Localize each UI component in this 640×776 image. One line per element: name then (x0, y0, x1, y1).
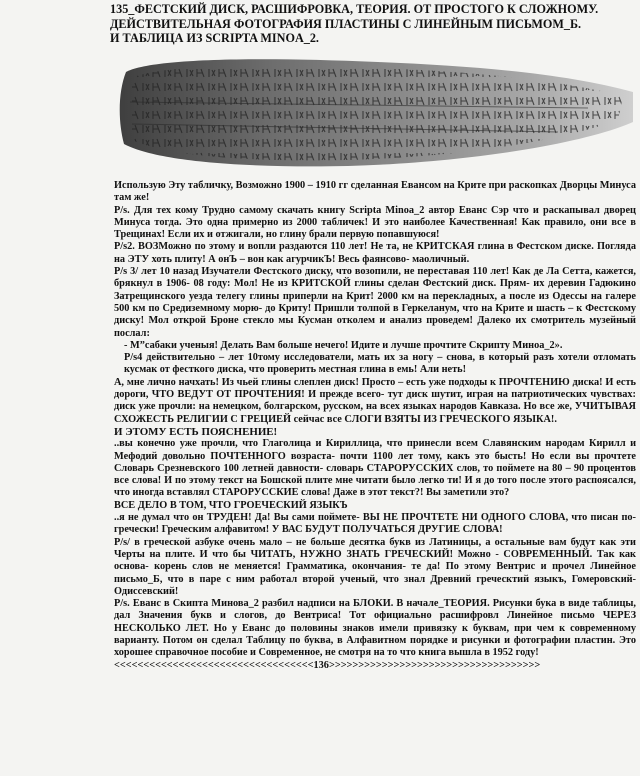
document-header (110, 2, 635, 46)
header-line-2: ДЕЙСТВИТЕЛЬНАЯ ФОТОГРАФИЯ ПЛАСТИНЫ С ЛИНЕЙНЫМ ПИСЬМОМ_Б. (110, 16, 582, 31)
paragraph: ВСЕ ДЕЛО В ТОМ, ЧТО ГРОЕЧЕСКИЙ ЯЗЫКЪ (114, 499, 348, 511)
paragraph: А, мне лично начхать! Из чьей глины слеплен диск! Просто – есть уже подходы к ПРОЧТЕНИЮ диска! И есть дороги, ЧТО ВЕДУТ ОТ ПРОЧТЕНИЯ! И прежде всего- тут диск шутит, играя на патриотических чувствах: диск уже прочли: на немецком, болгарском, русском, на всех языках народов Кавказа. Но все же, УЧИТЫВАЯ СХОЖЕСТЬ РЕЛИГИИ С ГРЕЦИЕЙ сейчас все СЛОГИ ВЗЯТЫ ИЗ ГРЕЧЕСКОГО ЯЗЫКА!. (114, 376, 636, 425)
page-number: 136 (313, 659, 329, 671)
footer-arrows-right: >>>>>>>>>>>>>>>>>>>>>>>>>>>>>>>>>>>> (328, 659, 541, 671)
paragraph: P/s/ в греческой азбуке очень мало – не больше десятка букв из Латиницы, а остальные вам будут как эти Черты на плите. И что бы ЧИТАТЬ, НУЖНО ЗНАТЬ ГРЕЧЕСКИЙ! Можно - СОВРЕМЕННЫЙ. Так как основа- корень слов не меняется! Грамматика, окончания- те да! По этому Вентрис и прочел Линейное письмо_Б, что в паре с ним работал второй ученый, что знал Древний греческтий языкъ, Гомеровский- Одиссевский! (114, 536, 636, 597)
paragraph: - М”сабаки ученыя! Делать Вам больше нечего! Идите и лучше прочтите Скрипту Миноа_2». (124, 339, 563, 351)
paragraph: P/s2. ВОЗМожно по этому и вопли раздаются 110 лет! Не та, не КРИТСКАЯ глина в Фестском диске. Погляда на ЭТУ хоть плиту! А онЪ – вон как агурчикЪ! Весь фаянсово- маоличный. (114, 241, 636, 265)
header-line-1: 135_ФЕСТСКИЙ ДИСК, РАСШИФРОВКА, ТЕОРИЯ. ОТ ПРОСТОГО К СЛОЖНОМУ. (110, 2, 599, 16)
paragraph: И ЭТОМУ ЕСТЬ ПОЯСНЕНИЕ! (114, 425, 278, 438)
paragraph: P/s 3/ лет 10 назад Изучатели Фестского диску, что возопили, не переставая 110 лет! Как де Ла Сетта, кажется, брякнул в 1906- 08 году: Мол! Не из КРИТСКОЙ глины сделан Фестский диск. Прям- их деревин Гадюкино Затрещинского уезда телегу глины приперли на Крит! 2000 км на перекладных, а после из Одессы на галере 500 км по Средиземному морю- до Криту! Пришли толпой в Геркеланум, что на Крите и шасть – к Фестскому диску! Мол открой Броне стекло мы Кусман отколем и анализ проведем! Далеко их смотритель музейный послал: (114, 266, 636, 339)
paragraph: P/s4 действительно – лет 10тому исследователи, мать их за ногу – снова, в который разъ хотели отломать кусмак от фесткого диска, что проверить местная глина в емь! Али неть! (124, 352, 636, 376)
footer-arrows-left: <<<<<<<<<<<<<<<<<<<<<<<<<<<<<<<<<< (114, 659, 314, 671)
paragraph: P/s. Еванс в Скипта Минова_2 разбил надписи на БЛОКИ. В начале_ТЕОРИЯ. Рисунки бука в виде таблицы, дал Значения букв и слогов, до Вентриса! Тот официально расшифровл Линейное письмо ЧЕРЕЗ НЕСКОЛЬКО ЛЕТ. Но у Еванс до половины знаков имели привязку к буквам, при чем к современному варианту. Потом он сделал Таблицу по буква, в Алфавитном порядке и рисунки и фотографии пластин. Это хорошее справочное пособие и Современное, не смотря на то что книга вышла в 1952 году! (114, 598, 636, 659)
paragraph: ..вы конечно уже прочли, что Глаголица и Кириллица, что принесли всем Славянским народам Кирилл и Мефодий довольно ПОЧТЕННОГО возраста- почти 1100 лет тому, какъ это бысть! Но если вы прочтете Словарь Срезневского 100 летней давности- словарь СТАРОРУССКИХ слов, то поймете на 80 – 90 процентов все слова! И по этому текст на Бошской плите мне читати было легко ти! И я до того после этого распоясался, что иногда вставлял СТАРОРУССКИЕ слова! Даже в этот текст?! Вы заметили это? (114, 438, 636, 499)
header-line-3: И ТАБЛИЦА ИЗ SCRIPTA MINOA_2. (110, 31, 319, 45)
clay-tablet-photo (118, 52, 638, 170)
paragraph: P/s. Для тех кому Трудно самому скачать книгу Scripta Minoa_2 автор Еванс Сэр что и раскапывал дворец Минуса тогда. Это одна примерно из 2000 табличек! И это наиболее Качественная! Как правило, они все в Трещинах! Если их и отжигали, но глину брали первую попавшуюся! (114, 204, 636, 241)
paragraph: Использую Эту табличку, Возможно 1900 – 1910 гг сделанная Евансом на Крите при раскопках Дворцы Минуса там же! (114, 180, 636, 204)
paragraph: ..я не думал что он ТРУДЕН! Да! Вы сами поймете- ВЫ НЕ ПРОЧТЕТЕ НИ ОДНОГО СЛОВА, что писан по- гречески! Греческим алфавитом! У ВАС БУДУТ ПОЛУЧАТЬСЯ ДРУГИЕ СЛОВА! (114, 512, 636, 536)
document-body (114, 180, 636, 672)
page-footer (114, 660, 636, 672)
